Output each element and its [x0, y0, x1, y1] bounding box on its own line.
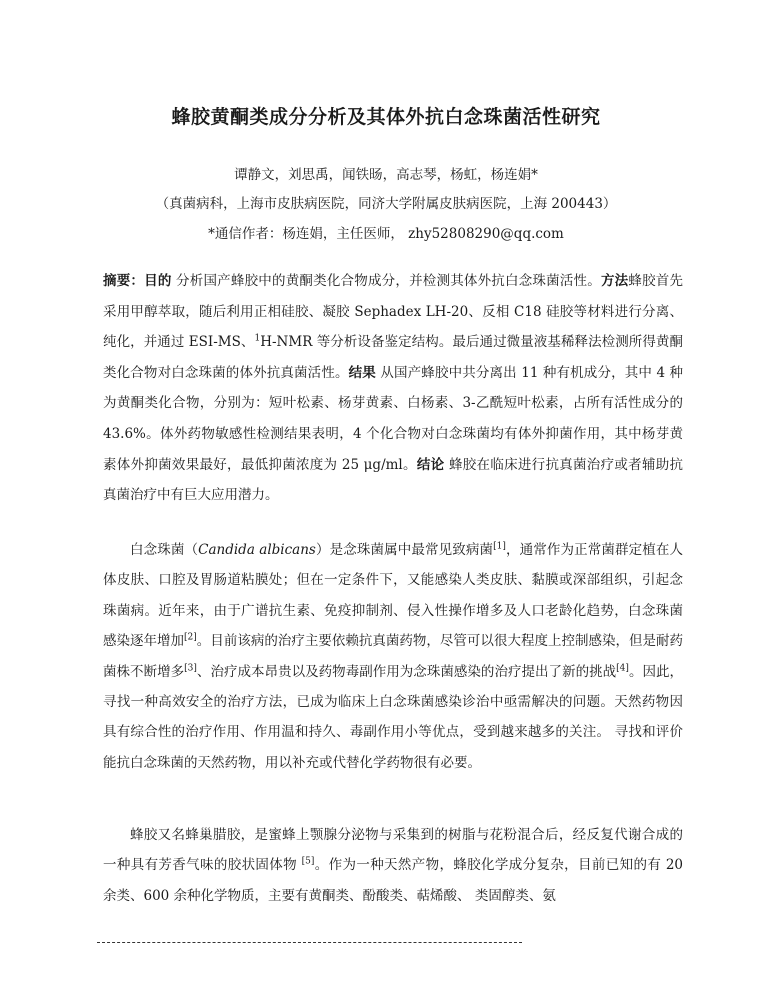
para1-text: 、治疗成本昂贵以及药物毒副作用为念珠菌感染的治疗提出了新的挑战	[196, 663, 617, 680]
abstract	[103, 266, 683, 511]
species-name: Candida albicans	[198, 542, 316, 558]
footnote-separator	[97, 942, 522, 943]
nmr-superscript: 1	[254, 333, 261, 344]
para2-text: 蜂胶又名蜂巢腊胶，是蜜蜂上颚腺分泌物与采集到的树脂与花粉混合后，经反复代谢合成的一种具有芳香气味的胶状固体物	[103, 827, 683, 874]
affiliation: （真菌病科，上海市皮肤病医院，同济大学附属皮肤病医院，上海 200443）	[155, 196, 617, 212]
citation-ref: [5]	[301, 856, 315, 867]
para1-text: ，通常作为正常菌群定植在人体皮肤、口腔及胃肠道粘膜处；但在一定条件下，又能感染人类皮肤、黏膜或深部组织，引起念珠菌病。近年来，由于广谱抗生素、免疫抑制剂、侵入性操作增多及人口老龄化趋势，白念珠菌感染逐年增加	[103, 542, 684, 650]
result-text: 从国产蜂胶中共分离出 11 种有机成分，其中 4 种为黄酮类化合物，分别为：短叶松素、杨芽黄素、白杨素、3-乙酰短叶松素，占所有活性成分的 43.6%。体外药物敏感性检测结果表明，4 个化合物对白念珠菌均有体外抑菌作用，其中杨芽黄素体外抑菌效果最好，最低抑菌浓度为 25 μg/ml。	[103, 364, 683, 473]
objective-text: 分析国产蜂胶中的黄酮类化合物成分，并检测其体外抗白念珠菌活性。	[171, 273, 601, 289]
para1-text: 。目前该病的治疗主要依赖抗真菌药物，尽管可以很大程度上控制感染，但是耐药菌株不断增多	[103, 633, 684, 680]
method-label: 方法	[600, 273, 629, 289]
objective-label: 目的	[144, 273, 172, 289]
para1-text: 白念珠菌（	[130, 542, 199, 558]
para1-text: ）是念珠菌属中最常见致病菌	[315, 542, 494, 558]
method-text-cont: H-NMR 等分析设备鉴定结构。最后通过微量液基稀释法检测所得黄酮类化合物对白念珠菌的体外抗真菌活性。	[103, 334, 683, 381]
citation-ref: [3]	[184, 663, 197, 674]
para1-text: 。因此，寻找一种高效安全的治疗方法，已成为临床上白念珠菌感染诊治中亟需解决的问题。天然药物因具有综合性的治疗作用、作用温和持久、毒副作用小等优点，受到越来越多的关注。 寻找和评价能抗白念珠菌的天然药物，用以补充或代替化学药物很有必要。	[103, 663, 684, 771]
conclusion-text: 蜂胶在临床进行抗真菌治疗或者辅助抗真菌治疗中有巨大应用潜力。	[103, 456, 684, 504]
body-paragraph-2	[103, 820, 683, 911]
method-text: 蜂胶首先采用甲醇萃取，随后利用正相硅胶、凝胶 Sephadex LH-20、反相 C18 硅胶等材料进行分离、纯化，并通过 ESI-MS、	[103, 273, 684, 351]
abstract-label: 摘要：	[103, 273, 145, 289]
citation-ref: [1]	[493, 541, 506, 552]
citation-ref: [4]	[616, 663, 629, 674]
paper-title: 蜂胶黄酮类成分分析及其体外抗白念珠菌活性研究	[171, 106, 601, 128]
conclusion-label: 结论	[416, 456, 445, 473]
para2-text: 。作为一种天然产物，蜂胶化学成分复杂，目前已知的有 20 余类、600 余种化学物质，主要有黄酮类、酚酸类、萜烯酸、 类固醇类、氨	[103, 857, 684, 904]
body-paragraph-1	[103, 535, 683, 778]
corresponding-author: *通信作者：杨连娟，主任医师， zhy52808290@qq.com	[208, 226, 564, 242]
citation-ref: [2]	[184, 632, 197, 643]
author-list: 谭静文，刘思禹，闻铁旸，高志琴，杨虹，杨连娟*	[234, 167, 538, 183]
result-label: 结果	[348, 364, 376, 381]
